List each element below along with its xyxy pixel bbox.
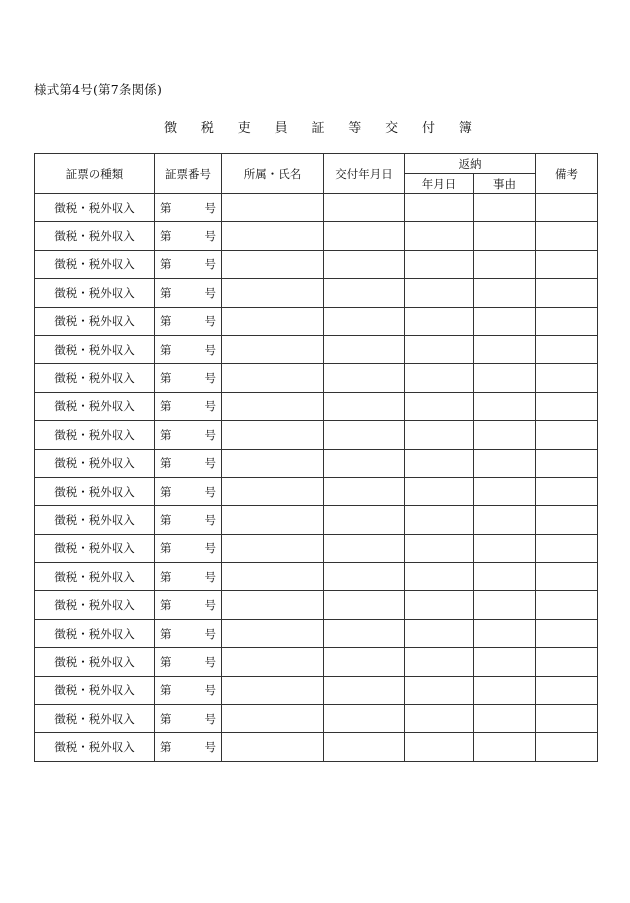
affiliation-name-cell[interactable] bbox=[222, 194, 324, 222]
number-suffix: 号 bbox=[204, 654, 216, 669]
issue-date-cell[interactable] bbox=[324, 676, 405, 704]
affiliation-name-cell[interactable] bbox=[222, 591, 324, 619]
table-row bbox=[35, 676, 598, 704]
affiliation-name-cell[interactable] bbox=[222, 619, 324, 647]
issue-date-cell[interactable] bbox=[324, 194, 405, 222]
number-suffix: 号 bbox=[204, 740, 216, 755]
certificate-number-cell[interactable] bbox=[155, 449, 222, 477]
table-row bbox=[35, 307, 598, 335]
number-prefix: 第 bbox=[160, 484, 172, 499]
affiliation-name-cell[interactable] bbox=[222, 534, 324, 562]
certificate-number-cell[interactable] bbox=[155, 733, 222, 761]
title-char: 吏 bbox=[237, 121, 251, 136]
remarks-cell[interactable] bbox=[536, 619, 598, 647]
certificate-number-cell[interactable] bbox=[155, 506, 222, 534]
number-prefix: 第 bbox=[160, 711, 172, 726]
title-char: 付 bbox=[422, 121, 436, 136]
table-row bbox=[35, 534, 598, 562]
return-reason-cell[interactable] bbox=[474, 335, 536, 363]
certificate-type-cell: 徴税・税外収入 bbox=[35, 619, 155, 647]
affiliation-name-cell[interactable] bbox=[222, 279, 324, 307]
certificate-type-cell: 徴税・税外収入 bbox=[35, 364, 155, 392]
number-prefix: 第 bbox=[160, 626, 172, 641]
certificate-number-cell[interactable] bbox=[155, 307, 222, 335]
certificate-number-cell[interactable] bbox=[155, 705, 222, 733]
return-date-cell[interactable] bbox=[405, 392, 474, 420]
number-suffix: 号 bbox=[204, 456, 216, 471]
number-suffix: 号 bbox=[204, 257, 216, 272]
certificate-number-cell[interactable] bbox=[155, 279, 222, 307]
issue-date-cell[interactable] bbox=[324, 477, 405, 505]
table-row bbox=[35, 250, 598, 278]
return-reason-cell[interactable] bbox=[474, 194, 536, 222]
issue-date-cell[interactable] bbox=[324, 250, 405, 278]
issue-date-cell[interactable] bbox=[324, 279, 405, 307]
title-char: 税 bbox=[200, 121, 214, 136]
number-suffix: 号 bbox=[204, 200, 216, 215]
certificate-type-cell: 徴税・税外収入 bbox=[35, 591, 155, 619]
return-date-cell[interactable] bbox=[405, 563, 474, 591]
number-prefix: 第 bbox=[160, 654, 172, 669]
table-row bbox=[35, 421, 598, 449]
return-reason-cell[interactable] bbox=[474, 364, 536, 392]
affiliation-name-cell[interactable] bbox=[222, 676, 324, 704]
certificate-number-cell[interactable] bbox=[155, 194, 222, 222]
remarks-cell[interactable] bbox=[536, 648, 598, 676]
return-reason-cell[interactable] bbox=[474, 449, 536, 477]
number-suffix: 号 bbox=[204, 229, 216, 244]
certificate-type-cell: 徴税・税外収入 bbox=[35, 563, 155, 591]
issue-date-cell[interactable] bbox=[324, 705, 405, 733]
certificate-number-cell[interactable] bbox=[155, 477, 222, 505]
table-row bbox=[35, 619, 598, 647]
number-prefix: 第 bbox=[160, 200, 172, 215]
issue-date-cell[interactable] bbox=[324, 222, 405, 250]
affiliation-name-cell[interactable] bbox=[222, 563, 324, 591]
remarks-cell[interactable] bbox=[536, 222, 598, 250]
affiliation-name-cell[interactable] bbox=[222, 364, 324, 392]
return-reason-cell[interactable] bbox=[474, 279, 536, 307]
form-number: 様式第4号(第7条関係) bbox=[34, 82, 163, 97]
return-date-cell[interactable] bbox=[405, 279, 474, 307]
remarks-cell[interactable] bbox=[536, 364, 598, 392]
number-suffix: 号 bbox=[204, 598, 216, 613]
title-char: 簿 bbox=[458, 121, 472, 136]
affiliation-name-cell[interactable] bbox=[222, 335, 324, 363]
table-row bbox=[35, 449, 598, 477]
return-date-cell[interactable] bbox=[405, 477, 474, 505]
ledger-body bbox=[35, 194, 598, 762]
issuance-ledger-table bbox=[34, 153, 598, 762]
certificate-type-cell: 徴税・税外収入 bbox=[35, 676, 155, 704]
title-char: 交 bbox=[385, 121, 399, 136]
certificate-number-cell[interactable] bbox=[155, 421, 222, 449]
number-suffix: 号 bbox=[204, 512, 216, 527]
number-prefix: 第 bbox=[160, 257, 172, 272]
certificate-type-cell: 徴税・税外収入 bbox=[35, 534, 155, 562]
return-reason-cell[interactable] bbox=[474, 733, 536, 761]
remarks-cell[interactable] bbox=[536, 506, 598, 534]
table-row bbox=[35, 279, 598, 307]
number-prefix: 第 bbox=[160, 683, 172, 698]
issue-date-cell[interactable] bbox=[324, 307, 405, 335]
return-reason-cell[interactable] bbox=[474, 619, 536, 647]
return-date-cell[interactable] bbox=[405, 648, 474, 676]
certificate-type-cell: 徴税・税外収入 bbox=[35, 279, 155, 307]
number-suffix: 号 bbox=[204, 371, 216, 386]
affiliation-name-cell[interactable] bbox=[222, 307, 324, 335]
certificate-type-cell: 徴税・税外収入 bbox=[35, 733, 155, 761]
number-prefix: 第 bbox=[160, 399, 172, 414]
header-row bbox=[35, 154, 598, 174]
certificate-number-cell[interactable] bbox=[155, 591, 222, 619]
number-prefix: 第 bbox=[160, 427, 172, 442]
table-row bbox=[35, 222, 598, 250]
issue-date-cell[interactable] bbox=[324, 392, 405, 420]
certificate-number-cell[interactable] bbox=[155, 676, 222, 704]
remarks-cell[interactable] bbox=[536, 307, 598, 335]
issue-date-cell[interactable] bbox=[324, 364, 405, 392]
issue-date-cell[interactable] bbox=[324, 534, 405, 562]
certificate-type-cell: 徴税・税外収入 bbox=[35, 335, 155, 363]
return-date-cell[interactable] bbox=[405, 250, 474, 278]
number-suffix: 号 bbox=[204, 484, 216, 499]
return-date-cell[interactable] bbox=[405, 733, 474, 761]
table-row bbox=[35, 563, 598, 591]
number-suffix: 号 bbox=[204, 285, 216, 300]
return-date-cell[interactable] bbox=[405, 591, 474, 619]
table-row bbox=[35, 392, 598, 420]
return-reason-cell[interactable] bbox=[474, 421, 536, 449]
number-suffix: 号 bbox=[204, 342, 216, 357]
issue-date-cell[interactable] bbox=[324, 591, 405, 619]
number-prefix: 第 bbox=[160, 569, 172, 584]
number-suffix: 号 bbox=[204, 541, 216, 556]
return-reason-cell[interactable] bbox=[474, 534, 536, 562]
certificate-type-cell: 徴税・税外収入 bbox=[35, 222, 155, 250]
table-row bbox=[35, 194, 598, 222]
title-char: 員 bbox=[274, 121, 288, 136]
issue-date-cell[interactable] bbox=[324, 619, 405, 647]
certificate-number-cell[interactable] bbox=[155, 250, 222, 278]
certificate-type-cell: 徴税・税外収入 bbox=[35, 449, 155, 477]
return-date-cell[interactable] bbox=[405, 506, 474, 534]
return-reason-cell[interactable] bbox=[474, 477, 536, 505]
certificate-type-cell: 徴税・税外収入 bbox=[35, 421, 155, 449]
return-date-cell[interactable] bbox=[405, 307, 474, 335]
remarks-cell[interactable] bbox=[536, 335, 598, 363]
affiliation-name-cell[interactable] bbox=[222, 421, 324, 449]
return-date-cell[interactable] bbox=[405, 421, 474, 449]
remarks-cell[interactable] bbox=[536, 676, 598, 704]
affiliation-name-cell[interactable] bbox=[222, 733, 324, 761]
remarks-cell[interactable] bbox=[536, 733, 598, 761]
affiliation-name-cell[interactable] bbox=[222, 648, 324, 676]
certificate-type-cell: 徴税・税外収入 bbox=[35, 250, 155, 278]
affiliation-name-cell[interactable] bbox=[222, 392, 324, 420]
certificate-number-cell[interactable] bbox=[155, 534, 222, 562]
number-suffix: 号 bbox=[204, 427, 216, 442]
header-return-date: 年月日 bbox=[405, 174, 474, 194]
remarks-cell[interactable] bbox=[536, 591, 598, 619]
header-return-reason: 事由 bbox=[474, 174, 536, 194]
number-prefix: 第 bbox=[160, 285, 172, 300]
header-certificate-number: 証票番号 bbox=[155, 154, 222, 194]
table-row bbox=[35, 733, 598, 761]
number-suffix: 号 bbox=[204, 683, 216, 698]
certificate-type-cell: 徴税・税外収入 bbox=[35, 705, 155, 733]
remarks-cell[interactable] bbox=[536, 279, 598, 307]
title-char: 等 bbox=[348, 121, 362, 136]
certificate-number-cell[interactable] bbox=[155, 648, 222, 676]
issue-date-cell[interactable] bbox=[324, 648, 405, 676]
certificate-number-cell[interactable] bbox=[155, 619, 222, 647]
remarks-cell[interactable] bbox=[536, 250, 598, 278]
affiliation-name-cell[interactable] bbox=[222, 449, 324, 477]
table-row bbox=[35, 335, 598, 363]
issue-date-cell[interactable] bbox=[324, 563, 405, 591]
remarks-cell[interactable] bbox=[536, 477, 598, 505]
return-reason-cell[interactable] bbox=[474, 705, 536, 733]
issue-date-cell[interactable] bbox=[324, 449, 405, 477]
number-suffix: 号 bbox=[204, 399, 216, 414]
number-prefix: 第 bbox=[160, 371, 172, 386]
return-date-cell[interactable] bbox=[405, 619, 474, 647]
return-date-cell[interactable] bbox=[405, 364, 474, 392]
return-reason-cell[interactable] bbox=[474, 563, 536, 591]
return-date-cell[interactable] bbox=[405, 194, 474, 222]
return-reason-cell[interactable] bbox=[474, 591, 536, 619]
certificate-number-cell[interactable] bbox=[155, 335, 222, 363]
table-row bbox=[35, 477, 598, 505]
affiliation-name-cell[interactable] bbox=[222, 222, 324, 250]
number-prefix: 第 bbox=[160, 598, 172, 613]
return-date-cell[interactable] bbox=[405, 705, 474, 733]
return-date-cell[interactable] bbox=[405, 449, 474, 477]
return-reason-cell[interactable] bbox=[474, 250, 536, 278]
number-prefix: 第 bbox=[160, 229, 172, 244]
remarks-cell[interactable] bbox=[536, 194, 598, 222]
return-reason-cell[interactable] bbox=[474, 392, 536, 420]
return-reason-cell[interactable] bbox=[474, 506, 536, 534]
table-row bbox=[35, 648, 598, 676]
table-row bbox=[35, 506, 598, 534]
issue-date-cell[interactable] bbox=[324, 421, 405, 449]
return-date-cell[interactable] bbox=[405, 335, 474, 363]
remarks-cell[interactable] bbox=[536, 563, 598, 591]
header-affiliation-name: 所属・氏名 bbox=[222, 154, 324, 194]
affiliation-name-cell[interactable] bbox=[222, 705, 324, 733]
certificate-number-cell[interactable] bbox=[155, 364, 222, 392]
table-row bbox=[35, 591, 598, 619]
number-prefix: 第 bbox=[160, 342, 172, 357]
header-remarks: 備考 bbox=[536, 154, 598, 194]
remarks-cell[interactable] bbox=[536, 392, 598, 420]
number-suffix: 号 bbox=[204, 569, 216, 584]
number-suffix: 号 bbox=[204, 711, 216, 726]
affiliation-name-cell[interactable] bbox=[222, 477, 324, 505]
document-title bbox=[164, 117, 472, 136]
remarks-cell[interactable] bbox=[536, 705, 598, 733]
return-date-cell[interactable] bbox=[405, 222, 474, 250]
return-date-cell[interactable] bbox=[405, 534, 474, 562]
issue-date-cell[interactable] bbox=[324, 733, 405, 761]
return-reason-cell[interactable] bbox=[474, 307, 536, 335]
number-prefix: 第 bbox=[160, 456, 172, 471]
remarks-cell[interactable] bbox=[536, 421, 598, 449]
return-reason-cell[interactable] bbox=[474, 676, 536, 704]
number-prefix: 第 bbox=[160, 541, 172, 556]
affiliation-name-cell[interactable] bbox=[222, 506, 324, 534]
return-reason-cell[interactable] bbox=[474, 648, 536, 676]
header-certificate-type: 証票の種類 bbox=[35, 154, 155, 194]
issue-date-cell[interactable] bbox=[324, 506, 405, 534]
remarks-cell[interactable] bbox=[536, 534, 598, 562]
affiliation-name-cell[interactable] bbox=[222, 250, 324, 278]
certificate-number-cell[interactable] bbox=[155, 392, 222, 420]
table-row bbox=[35, 705, 598, 733]
title-char: 証 bbox=[311, 121, 325, 136]
certificate-type-cell: 徴税・税外収入 bbox=[35, 307, 155, 335]
certificate-number-cell[interactable] bbox=[155, 222, 222, 250]
certificate-type-cell: 徴税・税外収入 bbox=[35, 392, 155, 420]
number-prefix: 第 bbox=[160, 512, 172, 527]
return-date-cell[interactable] bbox=[405, 676, 474, 704]
remarks-cell[interactable] bbox=[536, 449, 598, 477]
number-prefix: 第 bbox=[160, 740, 172, 755]
number-suffix: 号 bbox=[204, 626, 216, 641]
title-char: 徴 bbox=[164, 121, 178, 136]
table-row bbox=[35, 364, 598, 392]
certificate-type-cell: 徴税・税外収入 bbox=[35, 194, 155, 222]
header-issue-date: 交付年月日 bbox=[324, 154, 405, 194]
header-return-group: 返納 bbox=[405, 154, 536, 174]
certificate-number-cell[interactable] bbox=[155, 563, 222, 591]
certificate-type-cell: 徴税・税外収入 bbox=[35, 648, 155, 676]
issue-date-cell[interactable] bbox=[324, 335, 405, 363]
number-suffix: 号 bbox=[204, 314, 216, 329]
return-reason-cell[interactable] bbox=[474, 222, 536, 250]
certificate-type-cell: 徴税・税外収入 bbox=[35, 506, 155, 534]
number-prefix: 第 bbox=[160, 314, 172, 329]
certificate-type-cell: 徴税・税外収入 bbox=[35, 477, 155, 505]
